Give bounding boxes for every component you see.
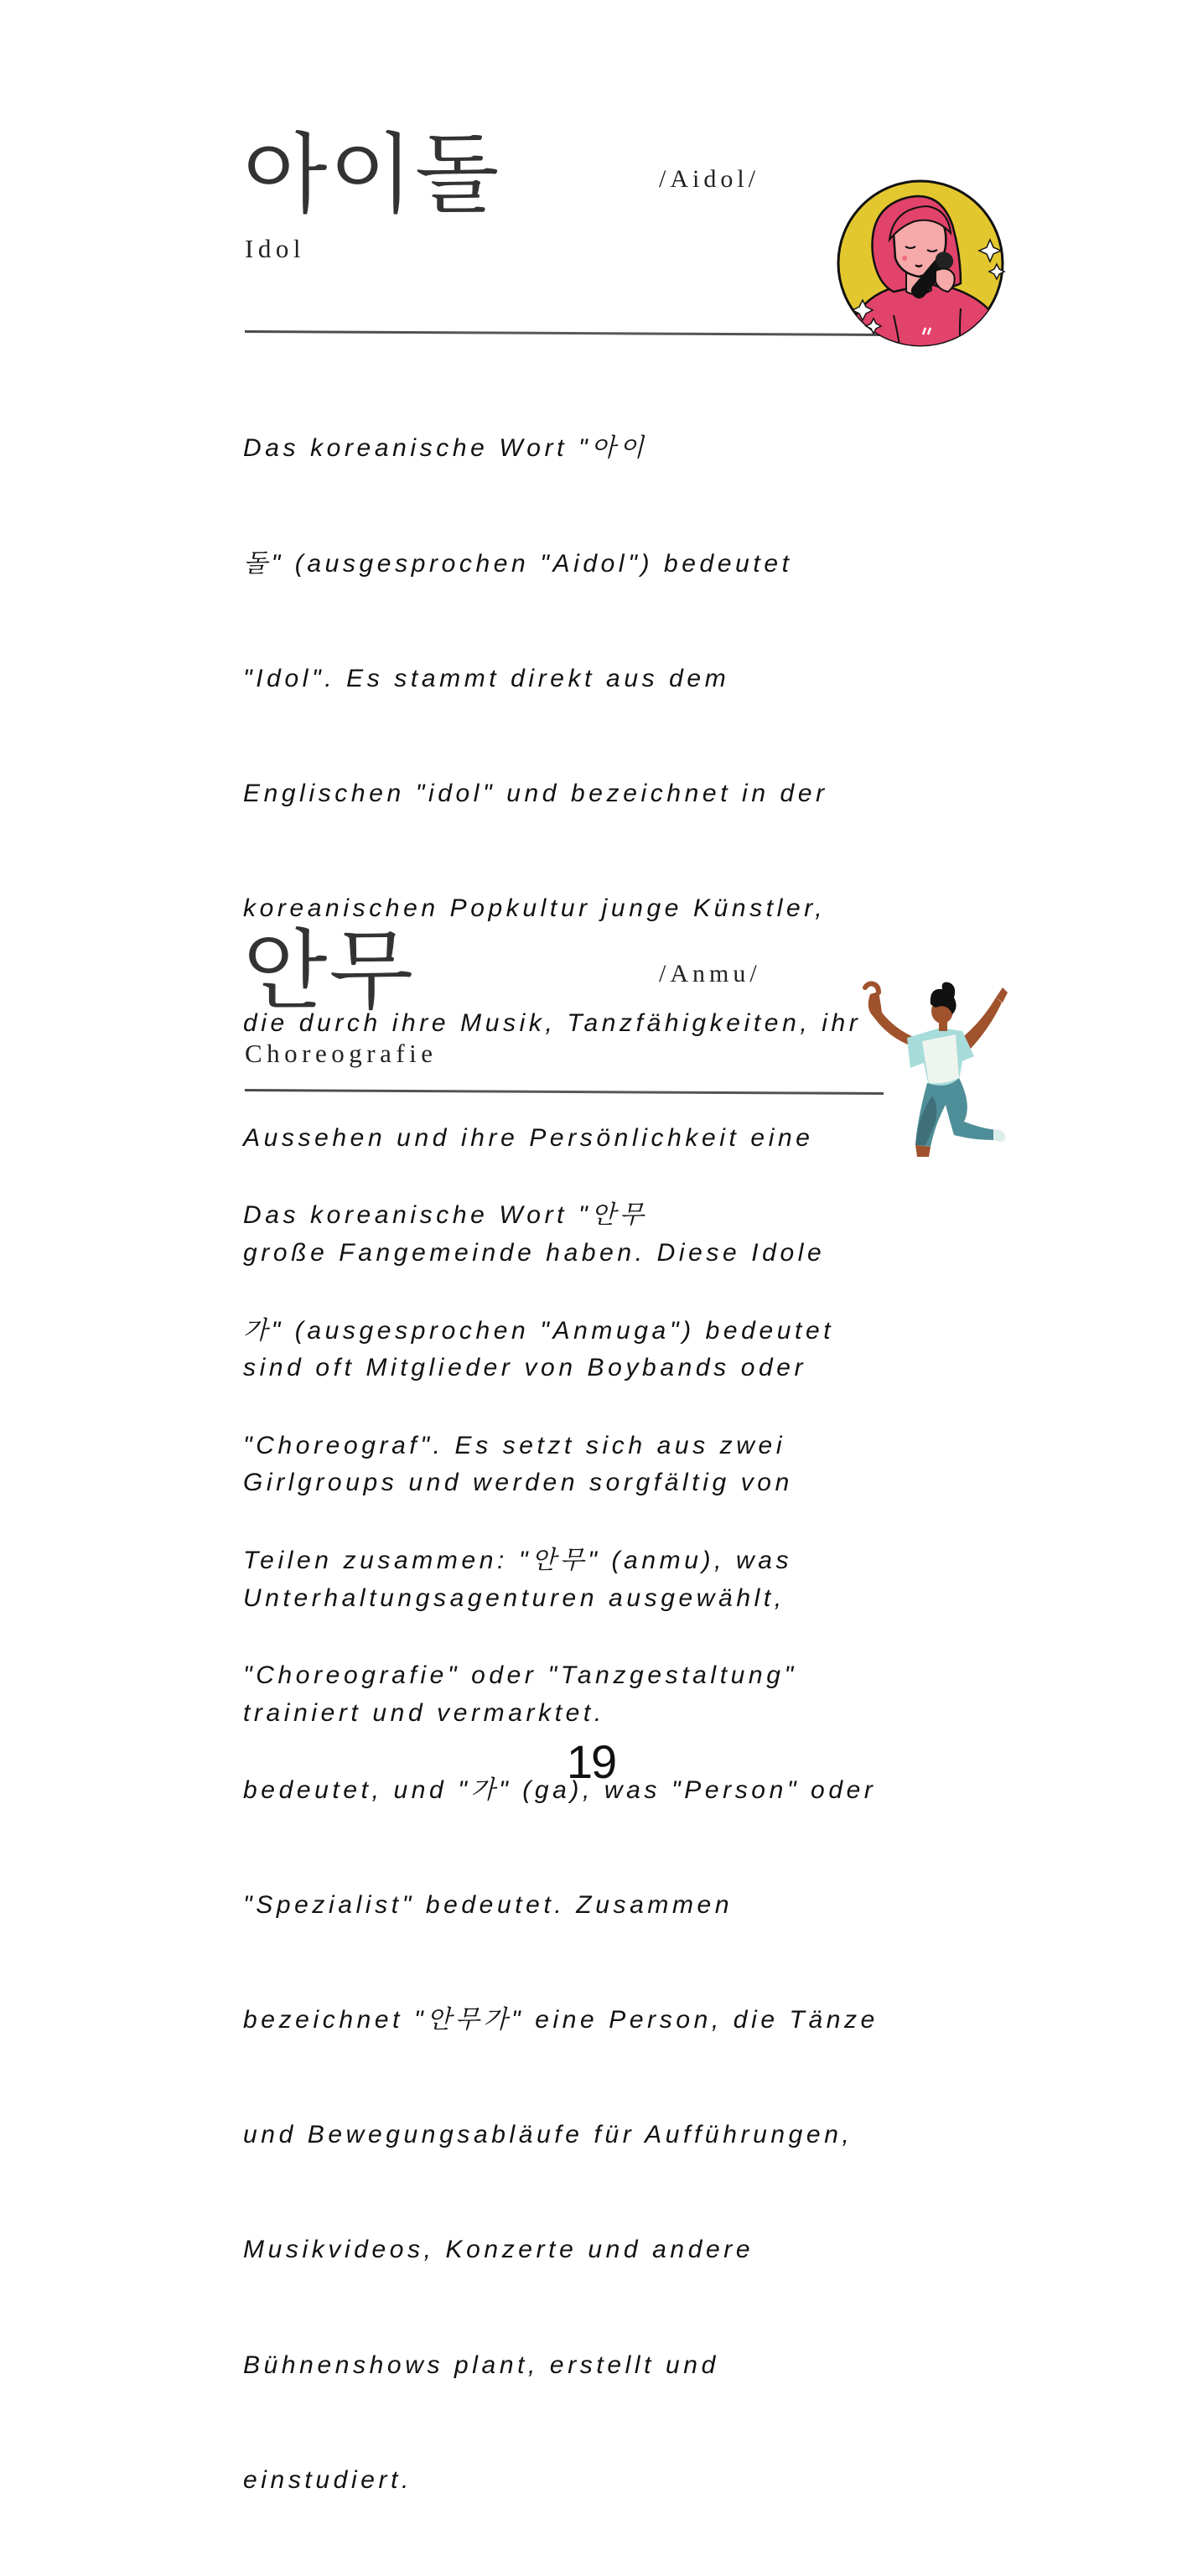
page-number: 19: [566, 1735, 616, 1788]
description-line: und Bewegungsabläufe für Aufführungen,: [243, 2121, 853, 2149]
entry-description: [243, 1120, 998, 2576]
description-line: Musikvideos, Konzerte und andere: [243, 2236, 754, 2264]
romanization: /Aidol/: [659, 165, 760, 193]
description-line: 돌" (ausgesprochen "Aidol") bedeutet: [243, 549, 793, 578]
divider-line: [245, 330, 884, 336]
description-line: sind oft Mitglieder von Boybands oder: [243, 1354, 807, 1382]
description-line: Teilen zusammen: "안무" (anmu), was: [243, 1546, 793, 1574]
singer-with-microphone-icon: [835, 174, 1006, 347]
description-line: Unterhaltungsagenturen ausgewählt,: [243, 1583, 785, 1612]
description-line: "Spezialist" bedeutet. Zusammen: [243, 1891, 734, 1920]
korean-word-title: 안무: [243, 920, 415, 1022]
description-line: koreanischen Popkultur junge Künstler,: [243, 894, 827, 922]
description-line: die durch ihre Musik, Tanzfähigkeiten, ihr: [243, 1008, 862, 1037]
description-line: "Choreograf". Es setzt sich aus zwei: [243, 1431, 786, 1459]
description-line: Girlgroups und werden sorgfältig von: [243, 1469, 793, 1497]
description-line: bezeichnet "안무가" eine Person, die Tänze: [243, 2006, 879, 2034]
description-line: Das koreanische Wort "안무: [243, 1201, 648, 1230]
description-line: Englischen "idol" und bezeichnet in der: [243, 779, 828, 807]
description-line: Das koreanische Wort "아이: [243, 434, 648, 463]
translation: Idol: [245, 234, 305, 263]
description-line: "Idol". Es stammt direkt aus dem: [243, 664, 730, 692]
description-line: einstudiert.: [243, 2465, 412, 2494]
description-line: Bühnenshows plant, erstellt und: [243, 2351, 719, 2379]
description-line: große Fangemeinde haben. Diese Idole: [243, 1239, 826, 1267]
romanization: /Anmu/: [659, 960, 761, 987]
translation: Choreografie: [245, 1039, 438, 1068]
description-line: 가" (ausgesprochen "Anmuga") bedeutet: [243, 1316, 835, 1345]
korean-word-title: 아이돌: [243, 123, 501, 225]
description-line: trainiert und vermarktet.: [243, 1698, 605, 1727]
description-line: bedeutet, und "가" (ga), was "Person" oder: [243, 1775, 877, 1804]
description-line: Aussehen und ihre Persönlichkeit eine: [243, 1124, 814, 1153]
description-line: "Choreografie" oder "Tanzgestaltung": [243, 1661, 797, 1689]
